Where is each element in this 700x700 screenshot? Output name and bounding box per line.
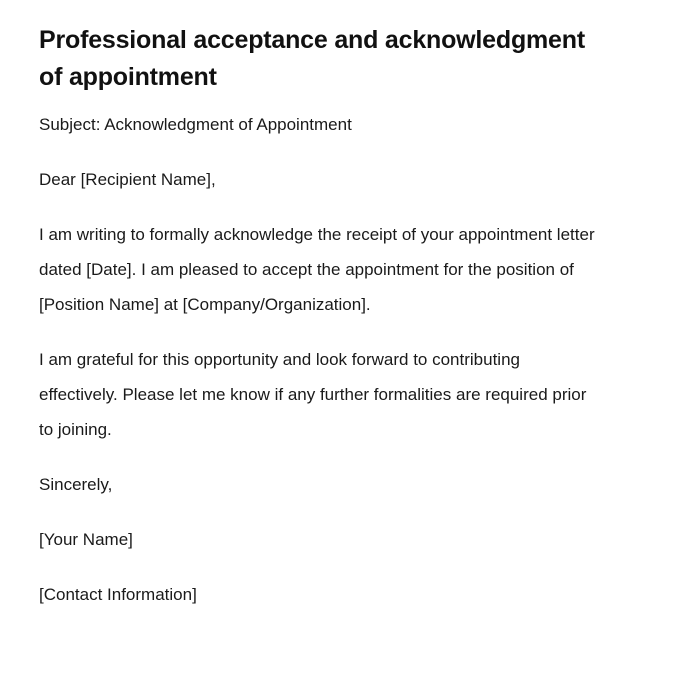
body-paragraph-1: I am writing to formally acknowledge the receipt of your appointment letter dated [Date]. I am pleased to accept the appointment for the position of [Position Name] at [Company/Organization]. bbox=[39, 225, 595, 314]
signature-contact: [Contact Information] bbox=[39, 585, 197, 604]
subject-line: Subject: Acknowledgment of Appointment bbox=[39, 115, 352, 134]
signature-name: [Your Name] bbox=[39, 530, 133, 549]
salutation: Dear [Recipient Name], bbox=[39, 170, 216, 189]
page-title: Professional acceptance and acknowledgment of appointment bbox=[39, 26, 585, 91]
body-paragraph-2: I am grateful for this opportunity and look forward to contributing effectively. Please let me know if any further formalities are required prior to joining. bbox=[39, 350, 587, 439]
closing-line: Sincerely, bbox=[39, 475, 113, 494]
